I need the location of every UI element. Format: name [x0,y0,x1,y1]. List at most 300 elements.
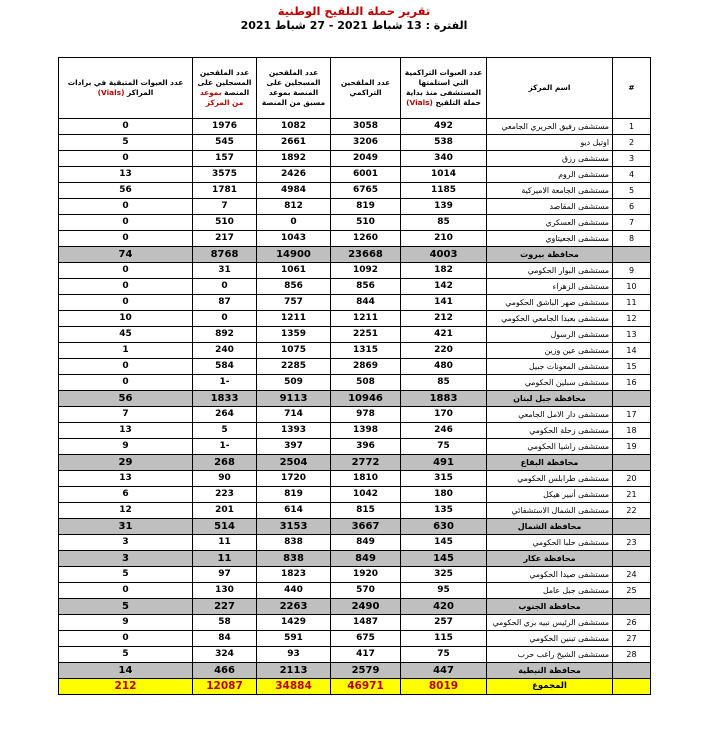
registered-platform-cell: 397 [257,439,331,455]
vials-received-cell: 141 [401,295,487,311]
table-row [59,151,651,167]
cumulative-cell: 3667 [331,519,401,535]
vials-received-cell: 421 [401,327,487,343]
governorate-subtotal-row [59,455,651,471]
governorate-subtotal-row [59,663,651,679]
vials-remaining-cell: 0 [59,583,193,599]
registered-center-cell: 0 [193,279,257,295]
vials-remaining-cell: 212 [59,679,193,695]
registered-platform-cell: 2661 [257,135,331,151]
vials-received-cell: 212 [401,311,487,327]
vials-remaining-cell: 56 [59,391,193,407]
registered-platform-cell: 14900 [257,247,331,263]
vials-remaining-cell: 13 [59,423,193,439]
cumulative-cell: 3058 [331,119,401,135]
vials-received-cell: 491 [401,455,487,471]
registered-platform-cell: 591 [257,631,331,647]
vials-received-cell: 85 [401,215,487,231]
table-row [59,487,651,503]
cumulative-cell: 849 [331,551,401,567]
vials-remaining-cell: 0 [59,215,193,231]
cumulative-cell: 978 [331,407,401,423]
center-name-cell: محافظة جبل لبنان [487,391,613,407]
governorate-subtotal-row [59,519,651,535]
cumulative-cell: 1315 [331,343,401,359]
table-row [59,471,651,487]
vials-remaining-cell: 7 [59,407,193,423]
registered-center-cell: 8768 [193,247,257,263]
cumulative-cell: 856 [331,279,401,295]
table-row [59,407,651,423]
vials-received-cell: 246 [401,423,487,439]
registered-platform-cell: 440 [257,583,331,599]
center-name-cell: محافظة بيروت [487,247,613,263]
registered-platform-cell: 714 [257,407,331,423]
row-index-cell: 28 [613,647,651,663]
vials-remaining-cell: 14 [59,663,193,679]
governorate-subtotal-row [59,247,651,263]
row-index-cell: 27 [613,631,651,647]
cumulative-cell: 1398 [331,423,401,439]
vials-received-cell: 1185 [401,183,487,199]
vials-received-cell: 170 [401,407,487,423]
registered-platform-cell: 2113 [257,663,331,679]
row-index-cell: 25 [613,583,651,599]
col-header-cumulative: عدد الملقحين التراكمي [331,58,401,119]
grand-total-row [59,679,651,695]
vials-remaining-cell: 1 [59,343,193,359]
vials-remaining-cell: 0 [59,231,193,247]
cumulative-cell: 10946 [331,391,401,407]
table-row [59,119,651,135]
governorate-subtotal-row [59,391,651,407]
registered-platform-cell: 838 [257,551,331,567]
row-index-cell [613,455,651,471]
registered-center-cell: 11 [193,551,257,567]
vials-received-cell: 210 [401,231,487,247]
registered-platform-cell: 812 [257,199,331,215]
registered-center-cell: 264 [193,407,257,423]
registered-center-cell: 223 [193,487,257,503]
registered-platform-cell: 34884 [257,679,331,695]
row-index-cell: 13 [613,327,651,343]
center-name-cell: مستشفى المقاصد [487,199,613,215]
report-period: الفترة : 13 شباط 2021 - 27 شباط 2021 [240,19,468,32]
table-row [59,199,651,215]
center-name-cell: مستشفى رفيق الحريري الجامعي [487,119,613,135]
cumulative-cell: 2869 [331,359,401,375]
vials-received-cell: 180 [401,487,487,503]
registered-platform-cell: 1393 [257,423,331,439]
vials-remaining-cell: 0 [59,295,193,311]
vials-remaining-cell: 5 [59,135,193,151]
vials-received-cell: 447 [401,663,487,679]
vials-received-cell: 142 [401,279,487,295]
cumulative-cell: 844 [331,295,401,311]
center-name-cell: محافظة النبطية [487,663,613,679]
registered-center-cell: 1976 [193,119,257,135]
registered-center-cell: 90 [193,471,257,487]
center-name-cell: مستشفى دار الامل الجامعي [487,407,613,423]
registered-center-cell: 0 [193,311,257,327]
vials-remaining-cell: 9 [59,439,193,455]
registered-platform-cell: 614 [257,503,331,519]
registered-center-cell: 1833 [193,391,257,407]
cumulative-cell: 1810 [331,471,401,487]
vaccination-table [58,57,651,695]
center-name-cell: مستشفى العسكري [487,215,613,231]
vials-remaining-cell: 5 [59,567,193,583]
registered-center-cell: 5 [193,423,257,439]
row-index-cell [613,599,651,615]
vials-remaining-cell: 0 [59,263,193,279]
center-name-cell: مستشفى البوار الحكومي [487,263,613,279]
registered-center-cell: 11 [193,535,257,551]
registered-platform-cell: 1043 [257,231,331,247]
row-index-cell: 18 [613,423,651,439]
table-row [59,279,651,295]
cumulative-cell: 6765 [331,183,401,199]
center-name-cell: مستشفى ضهر الباشق الحكومي [487,295,613,311]
vials-received-cell: 135 [401,503,487,519]
row-index-cell: 14 [613,343,651,359]
row-index-cell: 22 [613,503,651,519]
registered-platform-cell: 1075 [257,343,331,359]
center-name-cell: المجموع [487,679,613,695]
registered-platform-cell: 1429 [257,615,331,631]
row-index-cell: 19 [613,439,651,455]
table-row [59,343,651,359]
registered-center-cell: 545 [193,135,257,151]
registered-platform-cell: 1082 [257,119,331,135]
registered-center-cell: 892 [193,327,257,343]
registered-platform-cell: 0 [257,215,331,231]
center-name-cell: مستشفى الجعيتاوي [487,231,613,247]
vials-remaining-cell: 3 [59,535,193,551]
table-row [59,647,651,663]
center-name-cell: مستشفى الرسول [487,327,613,343]
row-index-cell: 16 [613,375,651,391]
registered-center-cell: 12087 [193,679,257,695]
center-name-cell: مستشفى صيدا الحكومي [487,567,613,583]
registered-center-cell: 240 [193,343,257,359]
registered-platform-cell: 1720 [257,471,331,487]
table-row [59,535,651,551]
center-name-cell: اوتيل ديو [487,135,613,151]
vials-received-cell: 538 [401,135,487,151]
cumulative-cell: 3206 [331,135,401,151]
cumulative-cell: 570 [331,583,401,599]
vials-received-cell: 4003 [401,247,487,263]
vials-remaining-cell: 0 [59,359,193,375]
col-header-registered-center: عدد الملقحين المسجلين على المنصة بموعد من المركز [193,58,257,119]
vials-remaining-cell: 6 [59,487,193,503]
vials-remaining-cell: 29 [59,455,193,471]
cumulative-cell: 1042 [331,487,401,503]
center-name-cell: مستشفى الرئيس نبيه بري الحكومي [487,615,613,631]
table-header-row [59,58,651,119]
registered-center-cell: 1781 [193,183,257,199]
cumulative-cell: 2579 [331,663,401,679]
center-name-cell: مستشفى راشيا الحكومي [487,439,613,455]
row-index-cell [613,663,651,679]
registered-center-cell: 584 [193,359,257,375]
vials-received-cell: 630 [401,519,487,535]
row-index-cell: 7 [613,215,651,231]
registered-platform-cell: 2504 [257,455,331,471]
cumulative-cell: 815 [331,503,401,519]
cumulative-cell: 508 [331,375,401,391]
registered-center-cell: 324 [193,647,257,663]
vials-remaining-cell: 12 [59,503,193,519]
row-index-cell: 8 [613,231,651,247]
table-body [59,119,651,695]
center-name-cell: مستشفى أنبير هيكل [487,487,613,503]
cumulative-cell: 1487 [331,615,401,631]
center-name-cell: محافظة الجنوب [487,599,613,615]
vials-remaining-cell: 9 [59,615,193,631]
registered-platform-cell: 509 [257,375,331,391]
registered-center-cell: 31 [193,263,257,279]
vials-remaining-cell: 0 [59,119,193,135]
registered-platform-cell: 2263 [257,599,331,615]
center-name-cell: مستشفى طرابلس الحكومي [487,471,613,487]
governorate-subtotal-row [59,551,651,567]
cumulative-cell: 396 [331,439,401,455]
center-name-cell: مستشفى الجامعة الاميركية [487,183,613,199]
table-row [59,583,651,599]
center-name-cell: محافظة الشمال [487,519,613,535]
center-name-cell: مستشفى عين وزين [487,343,613,359]
registered-platform-cell: 1061 [257,263,331,279]
center-name-cell: مستشفى سبلين الحكومي [487,375,613,391]
registered-center-cell: 510 [193,215,257,231]
vials-received-cell: 420 [401,599,487,615]
vials-remaining-cell: 5 [59,647,193,663]
cumulative-cell: 2251 [331,327,401,343]
registered-platform-cell: 2426 [257,167,331,183]
row-index-cell: 9 [613,263,651,279]
row-index-cell: 26 [613,615,651,631]
vials-received-cell: 325 [401,567,487,583]
cumulative-cell: 2049 [331,151,401,167]
registered-center-cell: 157 [193,151,257,167]
center-name-cell: مستشفى بعبدا الجامعي الحكومي [487,311,613,327]
registered-platform-cell: 819 [257,487,331,503]
col-header-center: اسم المركز [487,58,613,119]
vials-remaining-cell: 0 [59,151,193,167]
registered-platform-cell: 856 [257,279,331,295]
table-row [59,311,651,327]
vials-received-cell: 257 [401,615,487,631]
vials-remaining-cell: 0 [59,375,193,391]
row-index-cell [613,391,651,407]
center-name-cell: مستشفى حلبا الحكومي [487,535,613,551]
center-name-cell: مستشفى الروم [487,167,613,183]
vials-remaining-cell: 45 [59,327,193,343]
cumulative-cell: 1920 [331,567,401,583]
table-row [59,375,651,391]
vials-received-cell: 139 [401,199,487,215]
registered-platform-cell: 9113 [257,391,331,407]
vials-remaining-cell: 10 [59,311,193,327]
vials-received-cell: 182 [401,263,487,279]
row-index-cell: 23 [613,535,651,551]
row-index-cell: 4 [613,167,651,183]
registered-center-cell: 217 [193,231,257,247]
vials-remaining-cell: 0 [59,199,193,215]
cumulative-cell: 1211 [331,311,401,327]
cumulative-cell: 46971 [331,679,401,695]
vials-remaining-cell: 31 [59,519,193,535]
registered-platform-cell: 757 [257,295,331,311]
table-row [59,183,651,199]
cumulative-cell: 510 [331,215,401,231]
registered-center-cell: 130 [193,583,257,599]
table-row [59,327,651,343]
registered-platform-cell: 1211 [257,311,331,327]
vials-received-cell: 75 [401,439,487,455]
table-row [59,295,651,311]
col-header-idx: # [613,58,651,119]
row-index-cell: 15 [613,359,651,375]
cumulative-cell: 417 [331,647,401,663]
registered-center-cell: 514 [193,519,257,535]
vials-received-cell: 145 [401,535,487,551]
vials-received-cell: 85 [401,375,487,391]
governorate-subtotal-row [59,599,651,615]
row-index-cell [613,679,651,695]
row-index-cell [613,247,651,263]
col-header-vials-received: عدد العبوات التراكمية التي استلمتها المستشفى منذ بداية حملة التلقيح (Vials) [401,58,487,119]
registered-center-cell: 97 [193,567,257,583]
row-index-cell: 21 [613,487,651,503]
row-index-cell: 3 [613,151,651,167]
registered-platform-cell: 1892 [257,151,331,167]
registered-center-cell: -1 [193,375,257,391]
vials-received-cell: 1014 [401,167,487,183]
vials-remaining-cell: 13 [59,167,193,183]
vials-received-cell: 340 [401,151,487,167]
vials-remaining-cell: 5 [59,599,193,615]
row-index-cell: 20 [613,471,651,487]
row-index-cell: 12 [613,311,651,327]
registered-center-cell: 7 [193,199,257,215]
registered-center-cell: 58 [193,615,257,631]
table-row [59,231,651,247]
center-name-cell: مستشفى زحلة الحكومي [487,423,613,439]
vials-remaining-cell: 0 [59,279,193,295]
registered-center-cell: 268 [193,455,257,471]
row-index-cell: 17 [613,407,651,423]
vials-received-cell: 115 [401,631,487,647]
registered-platform-cell: 93 [257,647,331,663]
cumulative-cell: 2490 [331,599,401,615]
center-name-cell: مستشفى جبل عامل [487,583,613,599]
vials-remaining-cell: 56 [59,183,193,199]
registered-platform-cell: 1359 [257,327,331,343]
row-index-cell: 2 [613,135,651,151]
row-index-cell: 24 [613,567,651,583]
table-row [59,263,651,279]
registered-center-cell: 84 [193,631,257,647]
registered-center-cell: 227 [193,599,257,615]
table-row [59,503,651,519]
table-row [59,615,651,631]
table-row [59,359,651,375]
center-name-cell: محافظة البقاع [487,455,613,471]
registered-platform-cell: 1823 [257,567,331,583]
center-name-cell: مستشفى تبنين الحكومي [487,631,613,647]
center-name-cell: مستشفى الشمال الاستشفائي [487,503,613,519]
table-row [59,215,651,231]
vials-remaining-cell: 0 [59,631,193,647]
vials-received-cell: 220 [401,343,487,359]
row-index-cell: 11 [613,295,651,311]
cumulative-cell: 819 [331,199,401,215]
registered-platform-cell: 2285 [257,359,331,375]
col-header-registered-platform: عدد الملقحين المسجلين على المنصة بموعد مسبق من المنصة [257,58,331,119]
cumulative-cell: 1092 [331,263,401,279]
table-row [59,439,651,455]
vials-remaining-cell: 74 [59,247,193,263]
registered-platform-cell: 3153 [257,519,331,535]
vials-received-cell: 492 [401,119,487,135]
table-row [59,167,651,183]
row-index-cell: 5 [613,183,651,199]
cumulative-cell: 2772 [331,455,401,471]
row-index-cell [613,519,651,535]
center-name-cell: محافظة عكار [487,551,613,567]
row-index-cell: 1 [613,119,651,135]
table-row [59,135,651,151]
registered-center-cell: -1 [193,439,257,455]
vials-received-cell: 315 [401,471,487,487]
center-name-cell: مستشفى الشيخ راغب حرب [487,647,613,663]
registered-platform-cell: 4984 [257,183,331,199]
vials-received-cell: 1883 [401,391,487,407]
cumulative-cell: 6001 [331,167,401,183]
vials-remaining-cell: 3 [59,551,193,567]
cumulative-cell: 1260 [331,231,401,247]
cumulative-cell: 23668 [331,247,401,263]
table-row [59,423,651,439]
row-index-cell: 10 [613,279,651,295]
cumulative-cell: 849 [331,535,401,551]
registered-center-cell: 201 [193,503,257,519]
center-name-cell: مستشفى رزق [487,151,613,167]
vials-received-cell: 145 [401,551,487,567]
center-name-cell: مستشفى الزهراء [487,279,613,295]
vials-received-cell: 8019 [401,679,487,695]
row-index-cell: 6 [613,199,651,215]
registered-center-cell: 3575 [193,167,257,183]
vials-remaining-cell: 13 [59,471,193,487]
row-index-cell [613,551,651,567]
col-header-vials-remaining: عدد العبوات المتبقية في برادات المراكز (Vials) [59,58,193,119]
vials-received-cell: 95 [401,583,487,599]
center-name-cell: مستشفى المعونات جبيل [487,359,613,375]
vials-received-cell: 75 [401,647,487,663]
cumulative-cell: 675 [331,631,401,647]
table-row [59,567,651,583]
table-row [59,631,651,647]
report-title: تقرير حملة التلقيح الوطنية [277,4,431,18]
registered-center-cell: 466 [193,663,257,679]
registered-platform-cell: 838 [257,535,331,551]
vials-received-cell: 480 [401,359,487,375]
registered-center-cell: 87 [193,295,257,311]
